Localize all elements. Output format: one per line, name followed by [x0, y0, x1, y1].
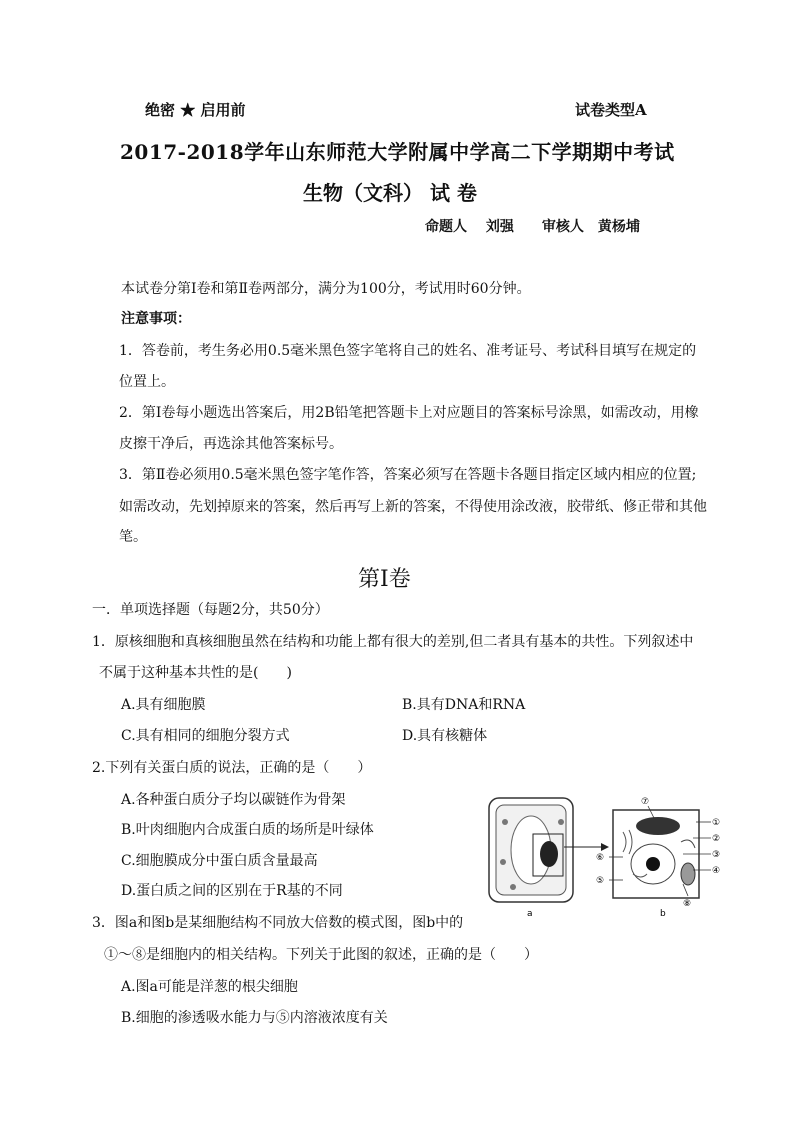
- exam-title: 2017-2018学年山东师范大学附属中学高二下学期期中考试: [120, 140, 675, 164]
- marker-6: ⑥: [596, 853, 605, 863]
- note-2-line-2: 皮擦干净后，再选涂其他答案标号。: [119, 436, 343, 452]
- section-title: 第Ⅰ卷: [358, 567, 411, 592]
- exam-summary: 本试卷分第Ⅰ卷和第Ⅱ卷两部分，满分为100分，考试用时60分钟。: [121, 281, 531, 297]
- marker-3: ③: [712, 850, 721, 860]
- note-3-line-3: 笔。: [119, 529, 147, 545]
- figure-b-label: b: [660, 909, 666, 919]
- question-3-stem-line-1: 3．图a和图b是某细胞结构不同放大倍数的模式图，图b中的: [92, 915, 464, 931]
- figure-a-plant-cell: [489, 798, 573, 902]
- question-2-option-c: C.细胞膜成分中蛋白质含量最高: [121, 853, 318, 869]
- question-2-option-a: A.各种蛋白质分子均以碳链作为骨架: [121, 792, 346, 808]
- question-2-stem: 2.下列有关蛋白质的说法，正确的是（ ）: [92, 760, 372, 776]
- marker-1: ①: [712, 818, 721, 828]
- question-2-option-d: D.蛋白质之间的区别在于R基的不同: [121, 883, 343, 899]
- figure-a-label: a: [527, 909, 533, 919]
- question-3-option-b: B.细胞的渗透吸水能力与⑤内溶液浓度有关: [121, 1010, 388, 1026]
- confidential-label: 绝密 ★ 启用前: [145, 101, 246, 119]
- note-3-line-1: 3．第Ⅱ卷必须用0.5毫米黑色签字笔作答，答案必须写在答题卡各题目指定区域内相应的位置;: [119, 467, 697, 483]
- question-1-stem-line-2: 不属于这种基本共性的是( ): [99, 665, 292, 681]
- question-1-option-b: B.具有DNA和RNA: [402, 697, 526, 713]
- note-1-line-2: 位置上。: [119, 374, 175, 390]
- question-3-option-a: A.图a可能是洋葱的根尖细胞: [121, 979, 298, 995]
- note-1-line-1: 1．答卷前，考生务必用0.5毫米黑色签字笔将自己的姓名、准考证号、考试科目填写在规定的: [119, 343, 697, 359]
- marker-5: ⑤: [596, 876, 605, 886]
- marker-8: ⑧: [683, 899, 692, 909]
- cell-structure-figure: [483, 792, 733, 922]
- marker-4: ④: [712, 866, 721, 876]
- exam-subtitle: 生物（文科） 试 卷: [303, 181, 477, 205]
- question-1-option-d: D.具有核糖体: [402, 728, 488, 744]
- note-2-line-1: 2．第Ⅰ卷每小题选出答案后，用2B铅笔把答题卡上对应题目的答案标号涂黑，如需改动，用橡: [119, 405, 699, 421]
- paper-type-label: 试卷类型A: [575, 101, 647, 119]
- arrow-head-icon: [601, 843, 609, 851]
- marker-7: ⑦: [641, 797, 650, 807]
- notes-title: 注意事项：: [121, 311, 191, 327]
- question-3-stem-line-2: ①～⑧是细胞内的相关结构。下列关于此图的叙述，正确的是（ ）: [104, 947, 538, 963]
- question-1-option-a: A.具有细胞膜: [121, 697, 206, 713]
- authors-line: 命题人 刘强 审核人 黄杨埔: [425, 219, 640, 235]
- marker-2: ②: [712, 834, 721, 844]
- question-2-option-b: B.叶肉细胞内合成蛋白质的场所是叶绿体: [121, 822, 374, 838]
- question-1-option-c: C.具有相同的细胞分裂方式: [121, 728, 290, 744]
- note-3-line-2: 如需改动，先划掉原来的答案，然后再写上新的答案，不得使用涂改液，胶带纸、修正带和其他: [119, 499, 707, 515]
- part-one-heading: 一．单项选择题（每题2分，共50分）: [92, 602, 329, 618]
- question-1-stem-line-1: 1．原核细胞和真核细胞虽然在结构和功能上都有很大的差别,但二者具有基本的共性。下列叙述中: [92, 634, 694, 650]
